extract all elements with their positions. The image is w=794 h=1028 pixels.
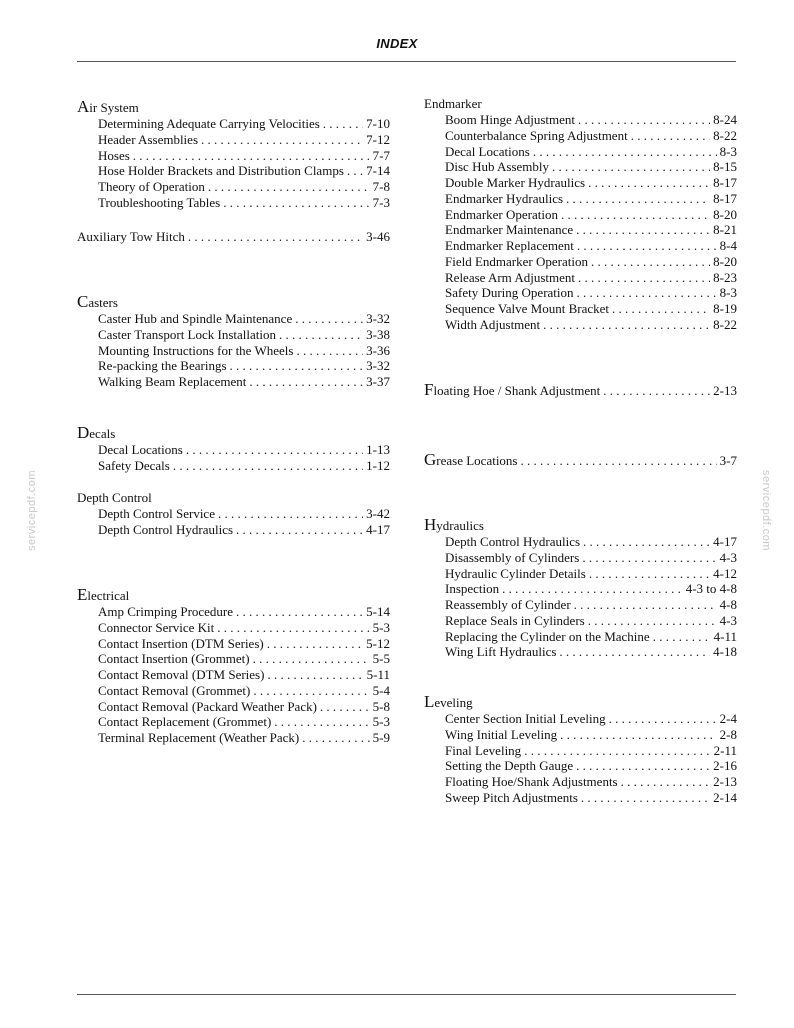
index-entry[interactable] bbox=[424, 128, 737, 144]
index-entry-label: Caster Transport Lock Installation bbox=[98, 326, 277, 342]
index-entry-label bbox=[424, 452, 518, 469]
index-entry[interactable] bbox=[424, 644, 737, 660]
index-entry[interactable] bbox=[424, 285, 737, 301]
index-entry[interactable] bbox=[77, 148, 390, 164]
page-title: INDEX bbox=[376, 36, 418, 51]
dot-leader bbox=[609, 711, 717, 727]
index-entry-label: Contact Removal (DTM Series) bbox=[98, 667, 265, 682]
index-entry[interactable] bbox=[77, 442, 390, 458]
index-page-number: 4-18 bbox=[713, 644, 737, 660]
index-section-heading bbox=[424, 694, 737, 711]
index-entry-label: Decal Locations bbox=[445, 143, 530, 159]
dot-leader bbox=[574, 597, 717, 613]
index-page-number: 8-20 bbox=[713, 253, 737, 269]
dot-leader bbox=[236, 604, 363, 620]
index-page-number: 7-14 bbox=[366, 163, 390, 179]
index-entry-label: Contact Removal (Packard Weather Pack) bbox=[98, 698, 317, 714]
index-section-heading bbox=[77, 294, 390, 311]
index-initial: E bbox=[77, 585, 88, 604]
index-entry-label: Hoses bbox=[98, 147, 130, 163]
index-entry[interactable] bbox=[424, 774, 737, 790]
index-page-number: 4-3 to 4-8 bbox=[685, 581, 737, 597]
index-section bbox=[424, 382, 737, 399]
dot-leader bbox=[560, 727, 717, 743]
index-page-number: 4-12 bbox=[713, 565, 737, 581]
index-entry[interactable] bbox=[424, 613, 737, 629]
index-entry[interactable] bbox=[77, 683, 390, 699]
dot-leader bbox=[295, 311, 363, 327]
index-entry[interactable] bbox=[424, 191, 737, 207]
index-initial: C bbox=[77, 292, 89, 311]
index-heading-text: asters bbox=[88, 295, 118, 310]
index-entry-label-text: rease Locations bbox=[436, 453, 518, 468]
index-page-number: 8-22 bbox=[713, 316, 737, 332]
index-entry-label: Hydraulic Cylinder Details bbox=[445, 565, 586, 581]
index-entry[interactable] bbox=[424, 112, 737, 128]
index-page-number: 3-7 bbox=[719, 453, 737, 468]
index-initial: A bbox=[77, 97, 90, 116]
index-entry[interactable] bbox=[77, 327, 390, 343]
index-page-number: 4-3 bbox=[719, 549, 737, 565]
index-entry[interactable] bbox=[424, 566, 737, 582]
dot-leader bbox=[274, 714, 369, 730]
dot-leader bbox=[533, 144, 717, 160]
index-entry-label: Safety During Operation bbox=[445, 285, 574, 301]
index-section-heading bbox=[77, 99, 390, 116]
index-section bbox=[424, 517, 737, 660]
index-entry[interactable] bbox=[424, 317, 737, 333]
dot-leader bbox=[279, 327, 363, 343]
index-entry-label: Walking Beam Replacement bbox=[98, 374, 247, 389]
index-entry[interactable] bbox=[424, 270, 737, 286]
watermark-right: servicepdf.com bbox=[760, 470, 772, 551]
index-entry-label: Boom Hinge Adjustment bbox=[445, 112, 575, 127]
index-entry[interactable] bbox=[77, 116, 390, 132]
index-page-number: 8-15 bbox=[713, 159, 737, 175]
index-initial: D bbox=[77, 423, 90, 442]
dot-leader bbox=[653, 629, 711, 645]
index-entry[interactable] bbox=[424, 743, 737, 759]
index-entry-label: Double Marker Hydraulics bbox=[445, 175, 586, 190]
index-entry-label: Hose Holder Brackets and Distribution Clamps bbox=[98, 163, 344, 179]
index-page-number: 7-8 bbox=[372, 179, 390, 194]
index-entry-label: Contact Insertion (Grommet) bbox=[98, 651, 250, 667]
index-page-number: 5-8 bbox=[372, 698, 390, 714]
index-entry-label: Field Endmarker Operation bbox=[445, 253, 588, 269]
index-page-number: 4-11 bbox=[713, 628, 737, 644]
dot-leader bbox=[188, 229, 363, 245]
index-entry[interactable] bbox=[424, 238, 737, 254]
index-entry[interactable] bbox=[77, 163, 390, 179]
index-page-number: 8-3 bbox=[719, 143, 737, 159]
dot-leader bbox=[578, 270, 710, 286]
index-entry-label: Amp Crimping Procedure bbox=[98, 604, 234, 619]
index-entry[interactable] bbox=[424, 597, 737, 613]
index-page-number: 2-13 bbox=[713, 774, 737, 789]
index-section bbox=[424, 694, 737, 806]
index-heading-text: Endmarker bbox=[424, 96, 482, 111]
index-entry[interactable] bbox=[77, 458, 390, 474]
index-page-number: 2-11 bbox=[713, 742, 737, 758]
index-entry-label: Auxiliary Tow Hitch bbox=[77, 229, 185, 244]
index-section bbox=[77, 294, 390, 390]
index-entry[interactable] bbox=[424, 175, 737, 191]
index-heading-text: lectrical bbox=[87, 588, 130, 603]
dot-leader bbox=[323, 116, 363, 132]
index-page-number: 5-9 bbox=[372, 730, 390, 745]
index-section bbox=[77, 587, 390, 746]
dot-leader bbox=[249, 374, 363, 390]
index-entry[interactable] bbox=[77, 636, 390, 652]
index-entry-label: Header Assemblies bbox=[98, 131, 199, 147]
index-page-number: 5-4 bbox=[372, 682, 390, 698]
index-entry-label: Disc Hub Assembly bbox=[445, 159, 549, 175]
index-entry[interactable] bbox=[424, 790, 737, 806]
index-section-heading bbox=[424, 517, 737, 534]
index-entry-label: Sequence Valve Mount Bracket bbox=[445, 301, 610, 316]
index-entry-label: Replacing the Cylinder on the Machine bbox=[445, 628, 650, 644]
index-entry[interactable] bbox=[77, 358, 390, 374]
index-entry-label: Endmarker Operation bbox=[445, 206, 558, 222]
dot-leader bbox=[588, 613, 717, 629]
index-page-number: 8-23 bbox=[713, 269, 737, 285]
index-entry[interactable] bbox=[424, 382, 737, 399]
index-page-number: 8-4 bbox=[719, 238, 737, 253]
index-page-number: 7-3 bbox=[372, 194, 390, 210]
index-entry-label: Endmarker Maintenance bbox=[445, 222, 574, 238]
index-entry[interactable] bbox=[77, 522, 390, 538]
index-entry[interactable] bbox=[77, 714, 390, 730]
index-section-heading bbox=[77, 490, 390, 506]
index-section bbox=[77, 229, 390, 245]
index-entry-label: Decal Locations bbox=[98, 442, 183, 457]
index-entry-label: Setting the Depth Gauge bbox=[445, 758, 574, 774]
index-entry[interactable] bbox=[424, 581, 737, 597]
dot-leader bbox=[302, 730, 369, 746]
dot-leader bbox=[267, 636, 363, 652]
index-entry[interactable] bbox=[77, 667, 390, 683]
index-entry[interactable] bbox=[424, 452, 737, 469]
index-page-number: 8-21 bbox=[713, 222, 737, 238]
dot-leader bbox=[208, 179, 370, 195]
dot-leader bbox=[253, 683, 369, 699]
dot-leader bbox=[173, 458, 363, 474]
index-entry[interactable] bbox=[424, 159, 737, 175]
dot-leader bbox=[253, 651, 370, 667]
index-page-number: 4-3 bbox=[719, 612, 737, 628]
index-page-number: 3-32 bbox=[366, 358, 390, 374]
index-section bbox=[424, 96, 737, 333]
dot-leader bbox=[559, 644, 710, 660]
index-initial: F bbox=[424, 380, 434, 399]
footer-rule bbox=[77, 994, 736, 995]
index-entry-label: Mounting Instructions for the Wheels bbox=[98, 342, 294, 358]
index-entry[interactable] bbox=[77, 699, 390, 715]
dot-leader bbox=[223, 195, 369, 211]
index-entry-label: Safety Decals bbox=[98, 457, 170, 473]
dot-leader bbox=[218, 506, 363, 522]
dot-leader bbox=[577, 238, 717, 254]
index-page-number: 4-17 bbox=[366, 521, 390, 537]
index-page-number: 2-13 bbox=[713, 383, 737, 398]
index-section bbox=[77, 490, 390, 538]
dot-leader bbox=[581, 790, 710, 806]
index-heading-text: ecals bbox=[89, 426, 116, 441]
header-rule bbox=[77, 61, 736, 62]
index-entry-label: Depth Control Service bbox=[98, 506, 215, 521]
index-page-number: 3-32 bbox=[366, 311, 390, 326]
dot-leader bbox=[267, 667, 363, 683]
index-entry-label: Contact Insertion (DTM Series) bbox=[98, 635, 264, 651]
index-heading-text: eveling bbox=[434, 695, 473, 710]
dot-leader bbox=[524, 743, 710, 759]
dot-leader bbox=[621, 774, 711, 790]
dot-leader bbox=[347, 163, 363, 179]
dot-leader bbox=[561, 207, 710, 223]
index-entry[interactable] bbox=[424, 711, 737, 727]
index-heading-text: Depth Control bbox=[77, 490, 152, 505]
index-entry[interactable] bbox=[424, 144, 737, 160]
index-page-number: 3-46 bbox=[366, 229, 390, 244]
index-entry-label: Contact Removal (Grommet) bbox=[98, 682, 251, 698]
index-page-number: 3-38 bbox=[366, 326, 390, 342]
index-page-number: 8-24 bbox=[713, 112, 737, 127]
index-entry-label: Theory of Operation bbox=[98, 179, 205, 194]
index-page-number: 8-3 bbox=[719, 285, 737, 301]
index-entry[interactable] bbox=[424, 222, 737, 238]
dot-leader bbox=[583, 534, 710, 550]
index-entry[interactable] bbox=[77, 195, 390, 211]
index-entry[interactable] bbox=[77, 229, 390, 245]
index-entry-label: Re-packing the Bearings bbox=[98, 358, 227, 374]
index-page-number: 8-19 bbox=[713, 301, 737, 316]
index-page-number: 3-42 bbox=[366, 506, 390, 521]
index-right-column bbox=[424, 96, 737, 816]
index-entry[interactable] bbox=[424, 550, 737, 566]
index-entry-label: Terminal Replacement (Weather Pack) bbox=[98, 730, 300, 745]
index-section-heading bbox=[77, 425, 390, 442]
index-section bbox=[424, 452, 737, 469]
index-page-number: 2-4 bbox=[719, 711, 737, 726]
index-page-number: 4-17 bbox=[713, 534, 737, 549]
index-entry-label: Sweep Pitch Adjustments bbox=[445, 789, 578, 805]
index-page-number: 2-8 bbox=[719, 726, 737, 742]
index-page-number: 3-37 bbox=[366, 374, 390, 389]
index-page-number: 7-7 bbox=[372, 147, 390, 163]
index-entry-label: Depth Control Hydraulics bbox=[98, 521, 234, 537]
index-entry[interactable] bbox=[424, 727, 737, 743]
index-page-number: 7-10 bbox=[366, 116, 390, 131]
watermark-left: servicepdf.com bbox=[26, 470, 38, 551]
index-page-number: 8-17 bbox=[713, 190, 737, 206]
index-entry-label-text: loating Hoe / Shank Adjustment bbox=[433, 383, 601, 398]
index-entry-label: Counterbalance Spring Adjustment bbox=[445, 127, 628, 143]
index-entry[interactable] bbox=[77, 620, 390, 636]
dot-leader bbox=[578, 112, 710, 128]
dot-leader bbox=[543, 317, 710, 333]
dot-leader bbox=[582, 550, 716, 566]
dot-leader bbox=[576, 758, 710, 774]
index-entry[interactable] bbox=[77, 506, 390, 522]
index-entry-label: Depth Control Hydraulics bbox=[445, 534, 581, 549]
index-entry-label: Caster Hub and Spindle Maintenance bbox=[98, 311, 293, 326]
index-entry[interactable] bbox=[77, 132, 390, 148]
index-entry[interactable] bbox=[77, 651, 390, 667]
index-entry-label: Disassembly of Cylinders bbox=[445, 549, 580, 565]
index-entry[interactable] bbox=[424, 758, 737, 774]
index-page-number: 5-12 bbox=[366, 635, 390, 651]
index-section bbox=[77, 425, 390, 474]
index-entry-label: Wing Initial Leveling bbox=[445, 726, 558, 742]
dot-leader bbox=[552, 159, 710, 175]
index-entry[interactable] bbox=[424, 254, 737, 270]
dot-leader bbox=[591, 254, 710, 270]
index-entry[interactable] bbox=[77, 343, 390, 359]
index-entry[interactable] bbox=[424, 534, 737, 550]
index-entry[interactable] bbox=[77, 374, 390, 390]
index-entry[interactable] bbox=[424, 301, 737, 317]
dot-leader bbox=[631, 128, 710, 144]
index-page-number: 3-36 bbox=[366, 342, 390, 358]
index-entry-label: Center Section Initial Leveling bbox=[445, 711, 606, 726]
dot-leader bbox=[589, 566, 710, 582]
index-entry[interactable] bbox=[77, 604, 390, 620]
index-page-number: 2-14 bbox=[713, 789, 737, 805]
dot-leader bbox=[230, 358, 364, 374]
index-page-number: 7-12 bbox=[366, 131, 390, 147]
index-page-number: 1-13 bbox=[366, 442, 390, 457]
index-entry[interactable] bbox=[77, 311, 390, 327]
index-heading-text: ydraulics bbox=[436, 518, 484, 533]
dot-leader bbox=[133, 148, 370, 164]
index-entry-label: Inspection bbox=[445, 581, 500, 597]
index-entry-label: Endmarker Replacement bbox=[445, 238, 574, 253]
index-entry-label: Endmarker Hydraulics bbox=[445, 190, 564, 206]
index-entry-label: Determining Adequate Carrying Velocities bbox=[98, 116, 320, 131]
index-entry-label: Width Adjustment bbox=[445, 316, 541, 332]
dot-leader bbox=[236, 522, 363, 538]
dot-leader bbox=[521, 453, 717, 469]
index-page-number: 4-8 bbox=[719, 597, 737, 612]
index-left-column bbox=[77, 99, 390, 759]
index-entry-label bbox=[424, 382, 600, 399]
index-section-heading bbox=[77, 587, 390, 604]
dot-leader bbox=[296, 343, 363, 359]
index-page-number: 5-3 bbox=[372, 714, 390, 730]
index-heading-text: ir System bbox=[89, 100, 139, 115]
index-entry-label: Contact Replacement (Grommet) bbox=[98, 714, 272, 730]
index-page-number: 8-17 bbox=[713, 175, 737, 190]
index-page-number: 5-5 bbox=[372, 651, 390, 667]
index-entry-label: Wing Lift Hydraulics bbox=[445, 644, 557, 660]
index-page-number: 8-20 bbox=[713, 206, 737, 222]
index-initial: G bbox=[424, 450, 437, 469]
index-section-heading bbox=[424, 96, 737, 112]
index-page-number: 5-11 bbox=[366, 667, 390, 682]
dot-leader bbox=[502, 581, 683, 597]
index-entry-label: Troubleshooting Tables bbox=[98, 194, 221, 210]
index-entry-label: Release Arm Adjustment bbox=[445, 269, 575, 285]
index-entry-label: Reassembly of Cylinder bbox=[445, 597, 571, 612]
index-entry-label: Connector Service Kit bbox=[98, 619, 215, 635]
index-entry[interactable] bbox=[424, 629, 737, 645]
index-entry-label: Final Leveling bbox=[445, 742, 522, 758]
index-entry-label: Floating Hoe/Shank Adjustments bbox=[445, 774, 618, 789]
dot-leader bbox=[566, 191, 710, 207]
index-initial: H bbox=[424, 515, 437, 534]
index-entry[interactable] bbox=[77, 730, 390, 746]
index-page-number: 8-22 bbox=[713, 127, 737, 143]
index-entry-label: Replace Seals in Cylinders bbox=[445, 612, 585, 628]
index-entry[interactable] bbox=[77, 179, 390, 195]
dot-leader bbox=[577, 285, 717, 301]
dot-leader bbox=[217, 620, 369, 636]
index-page-number: 5-14 bbox=[366, 604, 390, 619]
index-section bbox=[77, 99, 390, 211]
dot-leader bbox=[576, 222, 710, 238]
dot-leader bbox=[320, 699, 370, 715]
index-page-number: 1-12 bbox=[366, 457, 390, 473]
index-initial: L bbox=[424, 692, 435, 711]
dot-leader bbox=[186, 442, 363, 458]
dot-leader bbox=[603, 383, 710, 399]
index-page-number: 5-3 bbox=[372, 619, 390, 635]
index-page-number: 2-16 bbox=[713, 758, 737, 774]
dot-leader bbox=[612, 301, 710, 317]
dot-leader bbox=[201, 132, 363, 148]
index-entry[interactable] bbox=[424, 207, 737, 223]
dot-leader bbox=[588, 175, 710, 191]
